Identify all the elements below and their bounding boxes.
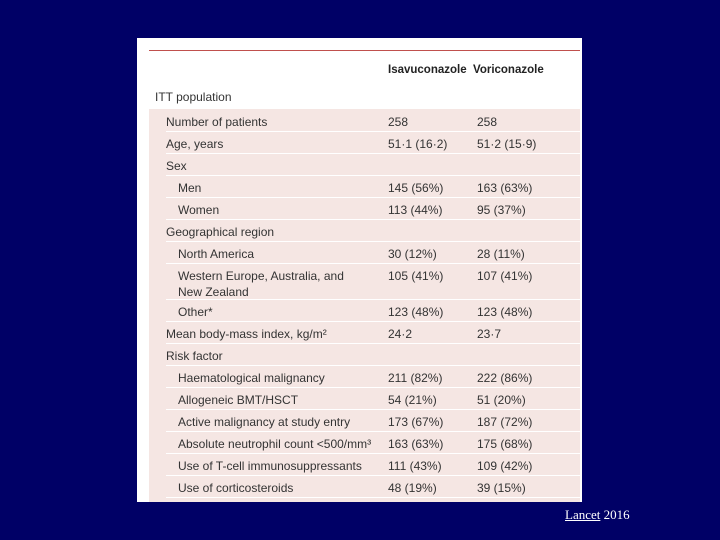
col-header-voriconazole: Voriconazole [473, 64, 544, 76]
voriconazole-value: 187 (72%) [477, 415, 533, 429]
voriconazole-value: 39 (15%) [477, 481, 526, 495]
voriconazole-value: 258 [477, 115, 498, 129]
isavuconazole-value: 211 (82%) [388, 371, 443, 385]
table-row [137, 366, 582, 388]
table-row [137, 220, 582, 242]
voriconazole-value: 107 (41%) [477, 269, 533, 283]
citation-journal: Lancet [565, 507, 601, 522]
table-row [137, 176, 582, 198]
table-row [137, 110, 582, 132]
voriconazole-value: 123 (48%) [477, 305, 533, 319]
table-row [137, 198, 582, 220]
row-label: Women [178, 203, 220, 217]
row-divider [166, 497, 580, 498]
col-header-isavuconazole: Isavuconazole [388, 64, 467, 76]
voriconazole-value: 175 (68%) [477, 437, 533, 451]
row-label: Men [178, 181, 202, 195]
voriconazole-value: 163 (63%) [477, 181, 533, 195]
row-label: Allogeneic BMT/HSCT [178, 393, 299, 407]
voriconazole-value: 95 (37%) [477, 203, 526, 217]
row-label: Number of patients [166, 115, 268, 129]
row-label: Active malignancy at study entry [178, 415, 351, 429]
table-row [137, 476, 582, 498]
table-row [137, 388, 582, 410]
row-label: North America [178, 247, 255, 261]
isavuconazole-value: 173 (67%) [388, 415, 444, 429]
table-row [137, 322, 582, 344]
top-rule [149, 50, 580, 51]
isavuconazole-value: 111 (43%) [388, 459, 442, 473]
voriconazole-value: 51·2 (15·9) [477, 137, 537, 151]
isavuconazole-value: 105 (41%) [388, 269, 444, 283]
row-label: Use of corticosteroids [178, 481, 294, 495]
isavuconazole-value: 163 (63%) [388, 437, 444, 451]
row-label: Haematological malignancy [178, 371, 325, 385]
isavuconazole-value: 24·2 [388, 327, 413, 341]
table-row [137, 432, 582, 454]
voriconazole-value: 222 (86%) [477, 371, 533, 385]
table-panel [137, 38, 582, 502]
row-label: Absolute neutrophil count <500/mm³ [178, 437, 372, 451]
voriconazole-value: 28 (11%) [477, 247, 525, 261]
voriconazole-value: 23·7 [477, 327, 502, 341]
voriconazole-value: 109 (42%) [477, 459, 533, 473]
row-label: Western Europe, Australia, and New Zealand [178, 269, 344, 299]
table-row [137, 344, 582, 366]
table-row [137, 300, 582, 322]
row-label: Use of T-cell immunosuppressants [178, 459, 362, 473]
voriconazole-value: 51 (20%) [477, 393, 526, 407]
section-title: ITT population [155, 90, 232, 104]
row-label: Mean body-mass index, kg/m² [166, 327, 327, 341]
isavuconazole-value: 113 (44%) [388, 203, 443, 217]
isavuconazole-value: 30 (12%) [388, 247, 437, 261]
row-label: Sex [166, 159, 187, 173]
isavuconazole-value: 54 (21%) [388, 393, 437, 407]
isavuconazole-value: 51·1 (16·2) [388, 137, 448, 151]
row-label: Risk factor [166, 349, 223, 363]
table-row [137, 410, 582, 432]
citation-year: 2016 [603, 507, 630, 522]
row-label: Geographical region [166, 225, 275, 239]
citation [565, 507, 630, 523]
table-row [137, 154, 582, 176]
isavuconazole-value: 123 (48%) [388, 305, 444, 319]
table-row [137, 454, 582, 476]
row-label: Other* [178, 305, 213, 319]
isavuconazole-value: 258 [388, 115, 409, 129]
table-row [137, 132, 582, 154]
isavuconazole-value: 145 (56%) [388, 181, 444, 195]
isavuconazole-value: 48 (19%) [388, 481, 437, 495]
table-row [137, 264, 582, 300]
row-label: Age, years [166, 137, 224, 151]
table-row [137, 242, 582, 264]
